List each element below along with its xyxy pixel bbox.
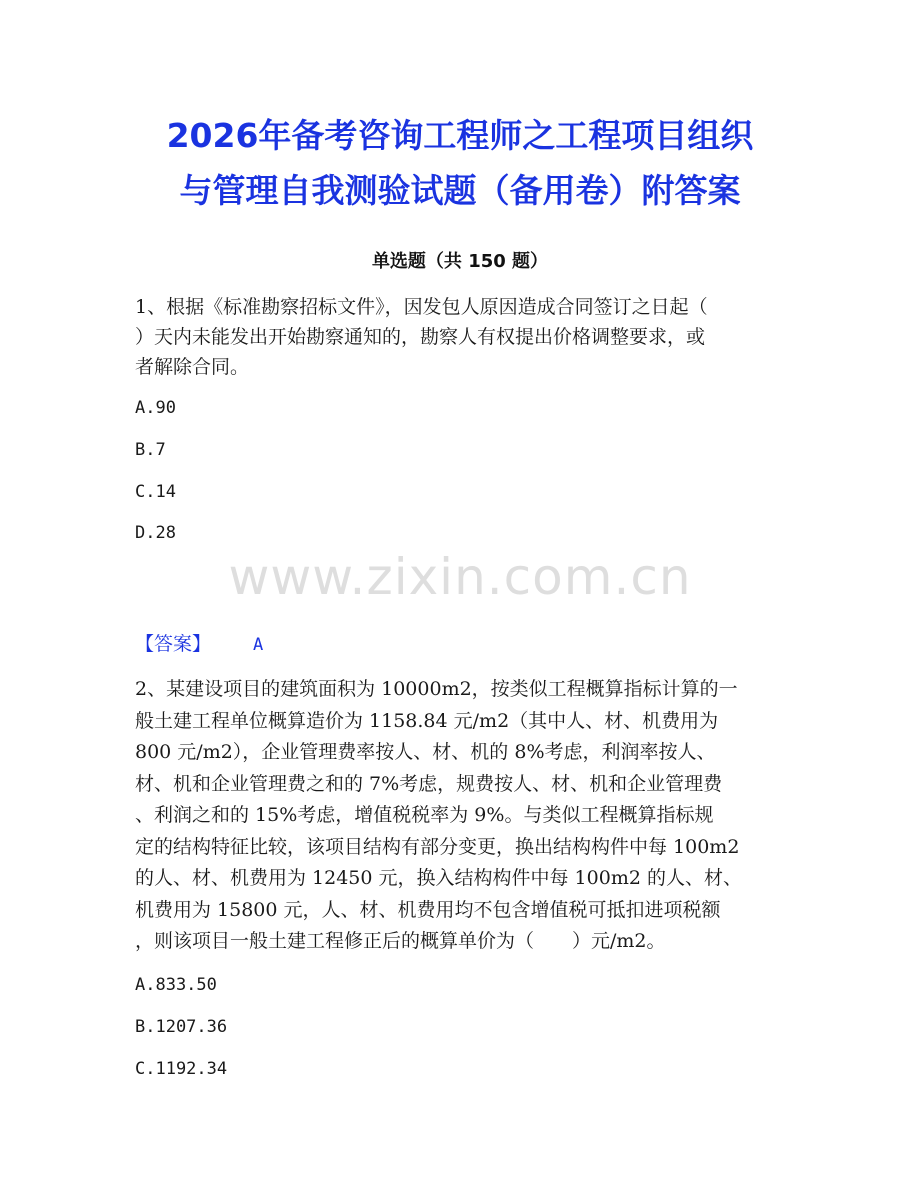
question-2-stem-line: 般土建工程单位概算造价为 1158.84 元/m2（其中人、材、机费用为: [135, 709, 719, 732]
title-line-2: 与管理自我测验试题（备用卷）附答案: [179, 171, 741, 210]
question-2-stem-line: 的人、材、机费用为 12450 元，换入结构构件中每 100m2 的人、材、: [135, 867, 742, 889]
question-1-option-c: C.14: [135, 482, 176, 502]
question-1-option-d: D.28: [135, 523, 176, 543]
question-2-stem-line: ，则该项目一般土建工程修正后的概算单价为（ ）元/m2。: [135, 930, 666, 952]
section-heading: 单选题（共 150 题）: [371, 251, 549, 272]
question-2-stem-line: 、利润之和的 15%考虑，增值税税率为 9%。与类似工程概算指标规: [135, 804, 714, 826]
document-title: [100, 108, 820, 218]
question-1-stem-line: 者解除合同。: [135, 356, 250, 378]
question-2-stem-line: 2、某建设项目的建筑面积为 10000m2，按类似工程概算指标计算的一: [135, 678, 738, 700]
question-2-stem-line: 材、机和企业管理费之和的 7%考虑，规费按人、材、机和企业管理费: [135, 772, 723, 795]
question-2-stem-line: 800 元/m2），企业管理费率按人、材、机的 8%考虑，利润率按人、: [135, 741, 716, 763]
question-2-option-c: C.1192.34: [135, 1059, 228, 1079]
question-1-option-b: B.7: [135, 440, 166, 460]
question-1-stem-line: ）天内未能发出开始勘察通知的，勘察人有权提出价格调整要求，或: [135, 326, 706, 348]
question-1-stem-line: 1、根据《标准勘察招标文件》，因发包人原因造成合同签订之日起（: [135, 296, 708, 318]
question-2-stem-line: 定的结构特征比较，该项目结构有部分变更，换出结构构件中每 100m2: [135, 835, 740, 858]
watermark: www.zixin.com.cn: [228, 548, 692, 606]
question-1-option-a: A.90: [135, 398, 176, 418]
question-1-stem: [135, 292, 785, 382]
question-2-option-b: B.1207.36: [135, 1017, 228, 1037]
question-2-option-a: A.833.50: [135, 975, 217, 995]
answer-label: 【答案】: [135, 633, 212, 655]
answer-value: A: [253, 635, 264, 655]
question-2-stem-line: 机费用为 15800 元，人、材、机费用均不包含增值税可抵扣进项税额: [135, 898, 721, 921]
title-line-1: 2026年备考咨询工程师之工程项目组织: [166, 116, 754, 155]
question-1-answer: [135, 630, 263, 659]
question-2-stem: [135, 674, 785, 958]
